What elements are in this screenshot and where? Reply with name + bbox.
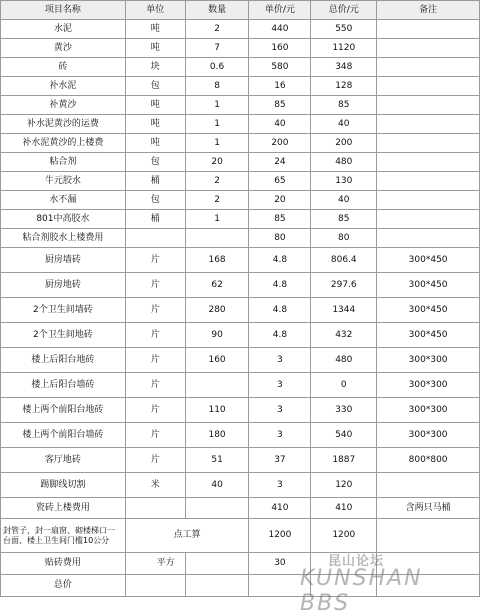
remarks-cell[interactable]: 300*450 [377,273,480,298]
grand-total-quantity-cell[interactable] [185,575,249,597]
labor-total-cell[interactable]: 1200 [311,519,377,553]
quantity-cell[interactable]: 1 [185,96,249,115]
table-row [1,20,480,39]
tiling-name-cell[interactable]: 贴砖费用 [1,553,126,575]
unit-cell[interactable] [125,229,185,248]
watermark-chinese-text: 昆山论坛 [328,554,385,569]
remarks-cell[interactable] [377,473,480,498]
remarks-cell[interactable] [377,153,480,172]
grand-total-value-cell[interactable] [311,575,377,597]
table-row [1,210,480,229]
table-row [1,134,480,153]
item-name-cell[interactable]: 砖 [1,58,126,77]
item-name-cell[interactable]: 粘合剂胶水上楼费用 [1,229,126,248]
table-row [1,423,480,448]
unit-price-cell[interactable]: 3 [249,373,311,398]
table-row [1,58,480,77]
item-name-cell[interactable]: 补水泥黄沙的上楼费 [1,134,126,153]
unit-cell[interactable]: 片 [125,248,185,273]
quantity-cell[interactable]: 40 [185,473,249,498]
unit-price-cell[interactable]: 80 [249,229,311,248]
remarks-cell[interactable]: 300*300 [377,373,480,398]
unit-cell[interactable]: 包 [125,77,185,96]
unit-price-cell[interactable]: 200 [249,134,311,153]
quantity-cell[interactable]: 2 [185,172,249,191]
table-row [1,77,480,96]
quantity-cell[interactable] [185,373,249,398]
total-price-cell[interactable]: 480 [311,348,377,373]
unit-cell[interactable] [125,498,185,519]
quantity-cell[interactable]: 168 [185,248,249,273]
item-name-cell[interactable]: 楼上两个前阳台墙砖 [1,423,126,448]
labor-description-cell[interactable]: 封管子，封一扇窗、砌楼梯口一台面、楼上卫生间门槛10公分 [1,519,126,553]
remarks-cell[interactable]: 300*450 [377,298,480,323]
header-unit[interactable]: 单位 [125,1,185,20]
total-price-cell[interactable]: 410 [311,498,377,519]
item-name-cell[interactable]: 厨房墙砖 [1,248,126,273]
unit-price-cell[interactable]: 3 [249,348,311,373]
quantity-cell[interactable] [185,498,249,519]
watermark-latin-text: KUNSHAN BBS [300,566,423,616]
remarks-cell[interactable]: 300*300 [377,423,480,448]
quantity-cell[interactable]: 160 [185,348,249,373]
remarks-cell[interactable]: 300*300 [377,398,480,423]
remarks-cell[interactable] [377,115,480,134]
unit-cell[interactable]: 桶 [125,210,185,229]
total-price-cell[interactable]: 540 [311,423,377,448]
total-price-cell[interactable]: 297.6 [311,273,377,298]
unit-price-cell[interactable]: 85 [249,210,311,229]
remarks-cell[interactable]: 含两只马桶 [377,498,480,519]
total-price-cell[interactable]: 120 [311,473,377,498]
quantity-cell[interactable]: 280 [185,298,249,323]
labor-price-cell[interactable]: 1200 [249,519,311,553]
unit-price-cell[interactable]: 440 [249,20,311,39]
table-row [1,323,480,348]
labor-remarks-cell[interactable] [377,519,480,553]
item-name-cell[interactable]: 楼上后阳台地砖 [1,348,126,373]
header-row [1,1,480,20]
total-price-cell[interactable]: 1120 [311,39,377,58]
unit-price-cell[interactable]: 3 [249,423,311,448]
remarks-cell[interactable]: 800*800 [377,448,480,473]
total-price-cell[interactable]: 1887 [311,448,377,473]
remarks-cell[interactable] [377,172,480,191]
quantity-cell[interactable] [185,229,249,248]
quantity-cell[interactable]: 62 [185,273,249,298]
total-price-cell[interactable]: 432 [311,323,377,348]
grand-total-remarks-cell[interactable] [377,575,480,597]
unit-cell[interactable]: 桶 [125,172,185,191]
total-price-cell[interactable]: 85 [311,96,377,115]
unit-cell[interactable]: 片 [125,323,185,348]
remarks-cell[interactable] [377,134,480,153]
item-name-cell[interactable]: 楼上两个前阳台地砖 [1,398,126,423]
total-price-cell[interactable]: 85 [311,210,377,229]
table-row [1,153,480,172]
table-row [1,373,480,398]
remarks-cell[interactable] [377,229,480,248]
unit-price-cell[interactable]: 4.8 [249,323,311,348]
quantity-cell[interactable]: 2 [185,20,249,39]
unit-price-cell[interactable]: 24 [249,153,311,172]
grand-total-price-cell[interactable] [249,575,311,597]
quantity-cell[interactable]: 110 [185,398,249,423]
unit-price-cell[interactable]: 3 [249,398,311,423]
remarks-cell[interactable] [377,20,480,39]
remarks-cell[interactable] [377,39,480,58]
item-name-cell[interactable]: 客厅地砖 [1,448,126,473]
item-name-cell[interactable]: 粘合剂 [1,153,126,172]
item-name-cell[interactable]: 补水泥黄沙的运费 [1,115,126,134]
labor-unit-cell[interactable]: 点工算 [125,519,249,553]
unit-price-cell[interactable]: 4.8 [249,248,311,273]
unit-price-cell[interactable]: 85 [249,96,311,115]
item-name-cell[interactable]: 2个卫生间地砖 [1,323,126,348]
remarks-cell[interactable] [377,96,480,115]
table-row [1,229,480,248]
header-item-name[interactable]: 项目名称 [1,1,126,20]
item-name-cell[interactable]: 2个卫生间墙砖 [1,298,126,323]
unit-price-cell[interactable]: 3 [249,473,311,498]
table-row [1,473,480,498]
item-name-cell[interactable]: 楼上后阳台墙砖 [1,373,126,398]
quantity-cell[interactable]: 0.6 [185,58,249,77]
unit-price-cell[interactable]: 580 [249,58,311,77]
unit-cell[interactable]: 吨 [125,134,185,153]
unit-cell[interactable]: 包 [125,153,185,172]
table-row [1,115,480,134]
unit-price-cell[interactable]: 4.8 [249,273,311,298]
total-price-cell[interactable]: 128 [311,77,377,96]
unit-cell[interactable]: 块 [125,58,185,77]
header-remarks[interactable]: 备注 [377,1,480,20]
quantity-cell[interactable]: 2 [185,191,249,210]
total-price-cell[interactable]: 480 [311,153,377,172]
total-price-cell[interactable]: 40 [311,115,377,134]
unit-cell[interactable]: 吨 [125,115,185,134]
total-price-cell[interactable]: 550 [311,20,377,39]
item-name-cell[interactable]: 补水泥 [1,77,126,96]
unit-price-cell[interactable]: 20 [249,191,311,210]
quantity-cell[interactable]: 8 [185,77,249,96]
unit-price-cell[interactable]: 4.8 [249,298,311,323]
item-name-cell[interactable]: 水不漏 [1,191,126,210]
table-row [1,191,480,210]
unit-price-cell[interactable]: 16 [249,77,311,96]
remarks-cell[interactable]: 300*300 [377,348,480,373]
quantity-cell[interactable]: 1 [185,134,249,153]
sheet-body [1,1,480,519]
quantity-cell[interactable]: 180 [185,423,249,448]
total-price-cell[interactable]: 200 [311,134,377,153]
unit-price-cell[interactable]: 160 [249,39,311,58]
quantity-cell[interactable]: 1 [185,115,249,134]
tiling-unit-cell[interactable]: 平方 [125,553,185,575]
table-row [1,39,480,58]
grand-total-row [1,575,480,597]
labor-row [1,519,480,553]
unit-price-cell[interactable]: 65 [249,172,311,191]
header-unit-price[interactable]: 单价/元 [249,1,311,20]
total-price-cell[interactable]: 330 [311,398,377,423]
table-row [1,448,480,473]
unit-cell[interactable]: 吨 [125,39,185,58]
total-price-cell[interactable]: 40 [311,191,377,210]
header-quantity[interactable]: 数量 [185,1,249,20]
table-row [1,298,480,323]
total-price-cell[interactable]: 1344 [311,298,377,323]
header-total-price[interactable]: 总价/元 [311,1,377,20]
unit-price-cell[interactable]: 410 [249,498,311,519]
unit-price-cell[interactable]: 40 [249,115,311,134]
unit-cell[interactable]: 米 [125,473,185,498]
item-name-cell[interactable]: 黄沙 [1,39,126,58]
table-row [1,348,480,373]
total-price-cell[interactable]: 806.4 [311,248,377,273]
remarks-cell[interactable] [377,191,480,210]
unit-cell[interactable]: 吨 [125,96,185,115]
item-name-cell[interactable]: 补黄沙 [1,96,126,115]
unit-cell[interactable]: 吨 [125,20,185,39]
total-price-cell[interactable]: 130 [311,172,377,191]
item-name-cell[interactable]: 踢脚线切割 [1,473,126,498]
remarks-cell[interactable] [377,58,480,77]
table-row [1,172,480,191]
table-row [1,273,480,298]
remarks-cell[interactable] [377,210,480,229]
quantity-cell[interactable]: 7 [185,39,249,58]
item-name-cell[interactable]: 厨房地砖 [1,273,126,298]
unit-cell[interactable]: 片 [125,373,185,398]
item-name-cell[interactable]: 瓷砖上楼费用 [1,498,126,519]
remarks-cell[interactable]: 300*450 [377,323,480,348]
unit-cell[interactable]: 片 [125,423,185,448]
tiling-total-cell[interactable] [311,553,377,575]
unit-cell[interactable]: 片 [125,298,185,323]
quantity-cell[interactable]: 90 [185,323,249,348]
unit-cell[interactable]: 包 [125,191,185,210]
table-row [1,398,480,423]
table-row [1,96,480,115]
remarks-cell[interactable]: 300*450 [377,248,480,273]
item-name-cell[interactable]: 水泥 [1,20,126,39]
total-price-cell[interactable]: 0 [311,373,377,398]
unit-cell[interactable]: 片 [125,273,185,298]
table-row [1,498,480,519]
quantity-cell[interactable]: 1 [185,210,249,229]
unit-cell[interactable]: 片 [125,448,185,473]
total-price-cell[interactable]: 348 [311,58,377,77]
table-row [1,248,480,273]
sheet-footer [1,519,480,597]
grand-total-label-cell[interactable]: 总价 [1,575,126,597]
total-price-cell[interactable]: 80 [311,229,377,248]
tiling-quantity-cell[interactable] [185,553,249,575]
unit-price-cell[interactable]: 37 [249,448,311,473]
unit-cell[interactable]: 片 [125,348,185,373]
quantity-cell[interactable]: 20 [185,153,249,172]
unit-cell[interactable]: 片 [125,398,185,423]
item-name-cell[interactable]: 801中高胶水 [1,210,126,229]
tiling-remarks-cell[interactable] [377,553,480,575]
tiling-row [1,553,480,575]
quantity-cell[interactable]: 51 [185,448,249,473]
tiling-price-cell[interactable]: 30 [249,553,311,575]
remarks-cell[interactable] [377,77,480,96]
grand-total-unit-cell[interactable] [125,575,185,597]
item-name-cell[interactable]: 牛元胶水 [1,172,126,191]
